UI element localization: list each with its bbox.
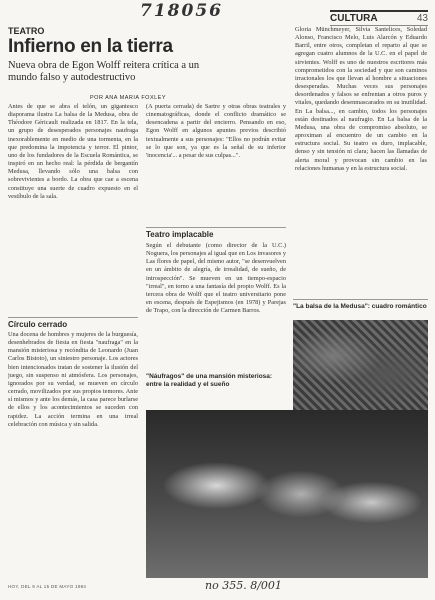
handwritten-note: no 355. 8/001 [205, 579, 282, 592]
column-3-text: Gloria Münchmeyer, Silvia Santelices, Soledad Alonso, Francisco Melo, Luis Alarcón y Eduardo Barril, entre otros, completan el reparto al que se agregan cuatro alumnos de la U.C. en el papel de sirvientes. Wolff es uno de nuestros escritores más comprometidos con la sociedad y que son caminos irracionales los que llevan al hombre a situaciones desesperadas. Muchas veces sus personajes desordenados y falsos se enfrentan a otros puros y vitales, quedando desenmascarados en su inutilidad. En La balsa..., en cambio, todos los personajes están destinados al naufragio. En La balsa de la Medusa, una obra de compromiso absoluto, se aproximan al encuentro de un cambio en la estructura social. Su teatro es duro, implacable, denso y sin tensión ni clara; hacen las llamadas de alerta moral y provocan sin cambio en las relaciones humanas y en la estructura social. [295, 26, 427, 172]
article-column-1 [8, 103, 138, 318]
column-2-text: (A puerta cerrada) de Sartre y otras obras teatrales y cinematográficas, donde el conflicto dramático se desencadena a partir del encierro. Pensando en eso, Egon Wolff en algunos apuntes previos describió textualmente a sus personajes: "Ellos no podrán evitar se lo que son, ya que es la señal de su inferior 'inocencia'... a pesar de sus culpas...". [146, 103, 286, 159]
divider [8, 317, 138, 318]
byline: POR ANA MARIA FOXLEY [90, 95, 167, 101]
divider [146, 227, 286, 228]
headline: Infierno en la tierra [8, 36, 173, 57]
subhead-teatro-implacable: Teatro implacable [146, 230, 214, 239]
painting-raft-of-medusa-image [293, 320, 428, 410]
footer-dateline: HOY, DEL 9 AL 15 DE MAYO 1984 [8, 584, 87, 589]
photo-2-caption: "Náufragos" de una mansión misteriosa: entre la realidad y el sueño [146, 373, 273, 388]
column-1b-text: Una docena de hombres y mujeres de la burguesía, desenhebrados de fiesta en fiesta "naufraga" en la mansión misteriosa y recóndita de Leonardo (Juan Carlos Bistoto), un siniestro personaje. Los actores bien intencionados tratan de sostener la ilusión del juego, sin suspenso ni atmósfera. Los personajes, ignorados por su verdad, se mueven en círculo cerrado, movilizados por sus propios temores. Ante sí mismos y ante los demás, la casa parece burlarse de ellos y los acontecimientos se suceden con rapidez. La acción termina en una irreal celebración con música y sin salida. [8, 331, 138, 428]
article-column-3 [295, 26, 427, 294]
stage-scene-photo [146, 410, 428, 578]
photo-1-caption: "La balsa de la Medusa": cuadro romántico [293, 303, 427, 310]
section-header [330, 10, 428, 26]
divider [293, 299, 428, 300]
handwritten-archive-number: 718056 [140, 1, 223, 21]
article-column-1b [8, 331, 138, 576]
article-column-2 [146, 103, 286, 225]
column-1-text: Antes de que se abra el telón, un gigantesco diaporama ilustra La balsa de la Medusa, obra de Théodore Géricault realizada en 1817. En la tela, un grupo de desesperados personajes naufraga inexorablemente en medio de una tormenta, en la que predomina la impotencia y terror. El pintor, uno de los fundadores de la Escuela Romántica, se inspiró en un hecho real: la pérdida de bergantín Medusa, llevando sólo una balsa con sobrevivientes a bordo. La obra que cae a escena constituye una suerte de cuadro expuesto en el vestíbulo de la sala. [8, 103, 138, 200]
section-label: CULTURA [330, 13, 378, 24]
column-2b-text: Según el debutante (como director de la U.C.) Noguera, los personajes al igual que en Los invasores y Las flores de papel, del mismo autor, "se desenvuelven en un ámbito de alegría, de irrealidad, de sueño, de introspección". Se mueven en un tiempo-espacio "irreal", en torno a una fantasía del propio Wolff. Es la tercera obra de Wolff que el teatro universitario pone en escena, después de Espejismos (en 1978) y Parejas de Trapo, con la dirección de Carmen Barros. [146, 242, 286, 315]
kicker: TEATRO [8, 26, 45, 36]
subhead-circulo-cerrado: Círculo cerrado [8, 320, 68, 329]
page-number: 43 [416, 13, 428, 24]
deck: Nueva obra de Egon Wolff reitera crítica a un mundo falso y autodestructivo [8, 60, 200, 83]
article-column-2b [146, 242, 286, 370]
